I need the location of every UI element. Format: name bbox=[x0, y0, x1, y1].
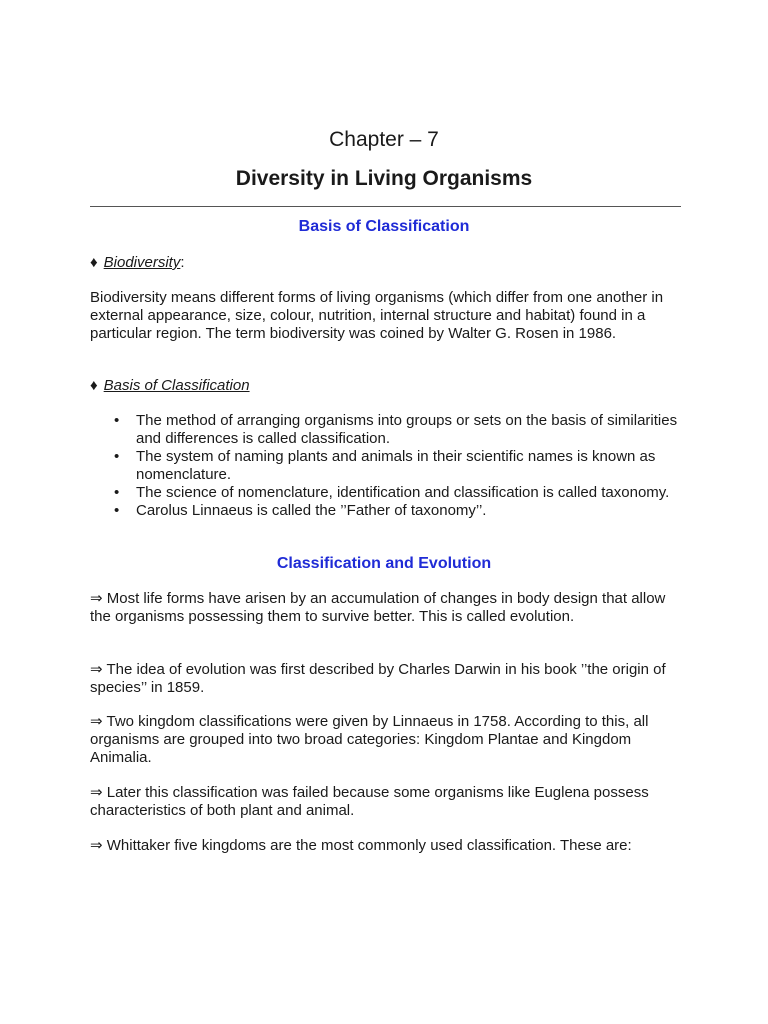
basis-bullet-list bbox=[90, 412, 690, 520]
section-heading-basis: Basis of Classification bbox=[298, 218, 470, 235]
paragraph-text: Later this classification was failed because some organisms like Euglena possess characteristics of both plant and animal. bbox=[90, 784, 649, 819]
basis-label: Basis of Classification bbox=[103, 377, 250, 394]
bullet-icon: • bbox=[114, 484, 120, 501]
chapter-title: Diversity in Living Organisms bbox=[235, 167, 533, 190]
diamond-bullet-icon: ♦ bbox=[90, 377, 98, 394]
list-item-text: The method of arranging organisms into groups or sets on the basis of similarities and differences is called classification. bbox=[136, 412, 678, 447]
whittaker-paragraph bbox=[90, 837, 690, 855]
list-item bbox=[90, 448, 690, 484]
basis-subheading bbox=[90, 377, 250, 394]
two-kingdom-paragraph bbox=[90, 713, 690, 767]
arrow-icon: ⇒ bbox=[90, 661, 103, 678]
list-item bbox=[90, 502, 690, 520]
arrow-icon: ⇒ bbox=[90, 590, 103, 607]
bullet-icon: • bbox=[114, 412, 120, 429]
diamond-bullet-icon: ♦ bbox=[90, 254, 98, 271]
list-item bbox=[90, 412, 690, 448]
darwin-paragraph bbox=[90, 661, 690, 697]
arrow-icon: ⇒ bbox=[90, 837, 103, 854]
paragraph-text: Whittaker five kingdoms are the most commonly used classification. These are: bbox=[106, 837, 632, 854]
arrow-icon: ⇒ bbox=[90, 784, 103, 801]
list-item-text: The science of nomenclature, identification and classification is called taxonomy. bbox=[136, 484, 670, 501]
arrow-icon: ⇒ bbox=[90, 713, 103, 730]
paragraph-text: Two kingdom classifications were given by Linnaeus in 1758. According to this, all organisms are grouped into two broad categories: Kingdom Plantae and Kingdom Animalia. bbox=[90, 713, 649, 766]
evolution-paragraph bbox=[90, 590, 690, 626]
biodiversity-label: Biodiversity bbox=[103, 254, 181, 271]
biodiversity-subheading bbox=[90, 254, 185, 271]
classification-failed-paragraph bbox=[90, 784, 690, 820]
chapter-number: Chapter – 7 bbox=[329, 128, 439, 151]
bullet-icon: • bbox=[114, 502, 120, 519]
biodiversity-paragraph: Biodiversity means different forms of living organisms (which differ from one another in external appearance, size, colour, nutrition, internal structure and habitat) found in a particular region. The term biodiversity was coined by Walter G. Rosen in 1986. bbox=[90, 289, 664, 342]
paragraph-text: Most life forms have arisen by an accumulation of changes in body design that allow the organisms possessing them to survive better. This is called evolution. bbox=[90, 590, 666, 625]
list-item bbox=[90, 484, 690, 502]
list-item-text: Carolus Linnaeus is called the ’’Father of taxonomy’’. bbox=[136, 502, 487, 519]
bullet-icon: • bbox=[114, 448, 120, 465]
section-heading-evolution: Classification and Evolution bbox=[276, 555, 492, 572]
list-item-text: The system of naming plants and animals in their scientific names is known as nomenclature. bbox=[136, 448, 656, 483]
title-divider bbox=[90, 206, 681, 207]
paragraph-text: The idea of evolution was first described by Charles Darwin in his book ’’the origin of species’’ in 1859. bbox=[90, 661, 666, 696]
biodiversity-colon: : bbox=[180, 254, 185, 271]
